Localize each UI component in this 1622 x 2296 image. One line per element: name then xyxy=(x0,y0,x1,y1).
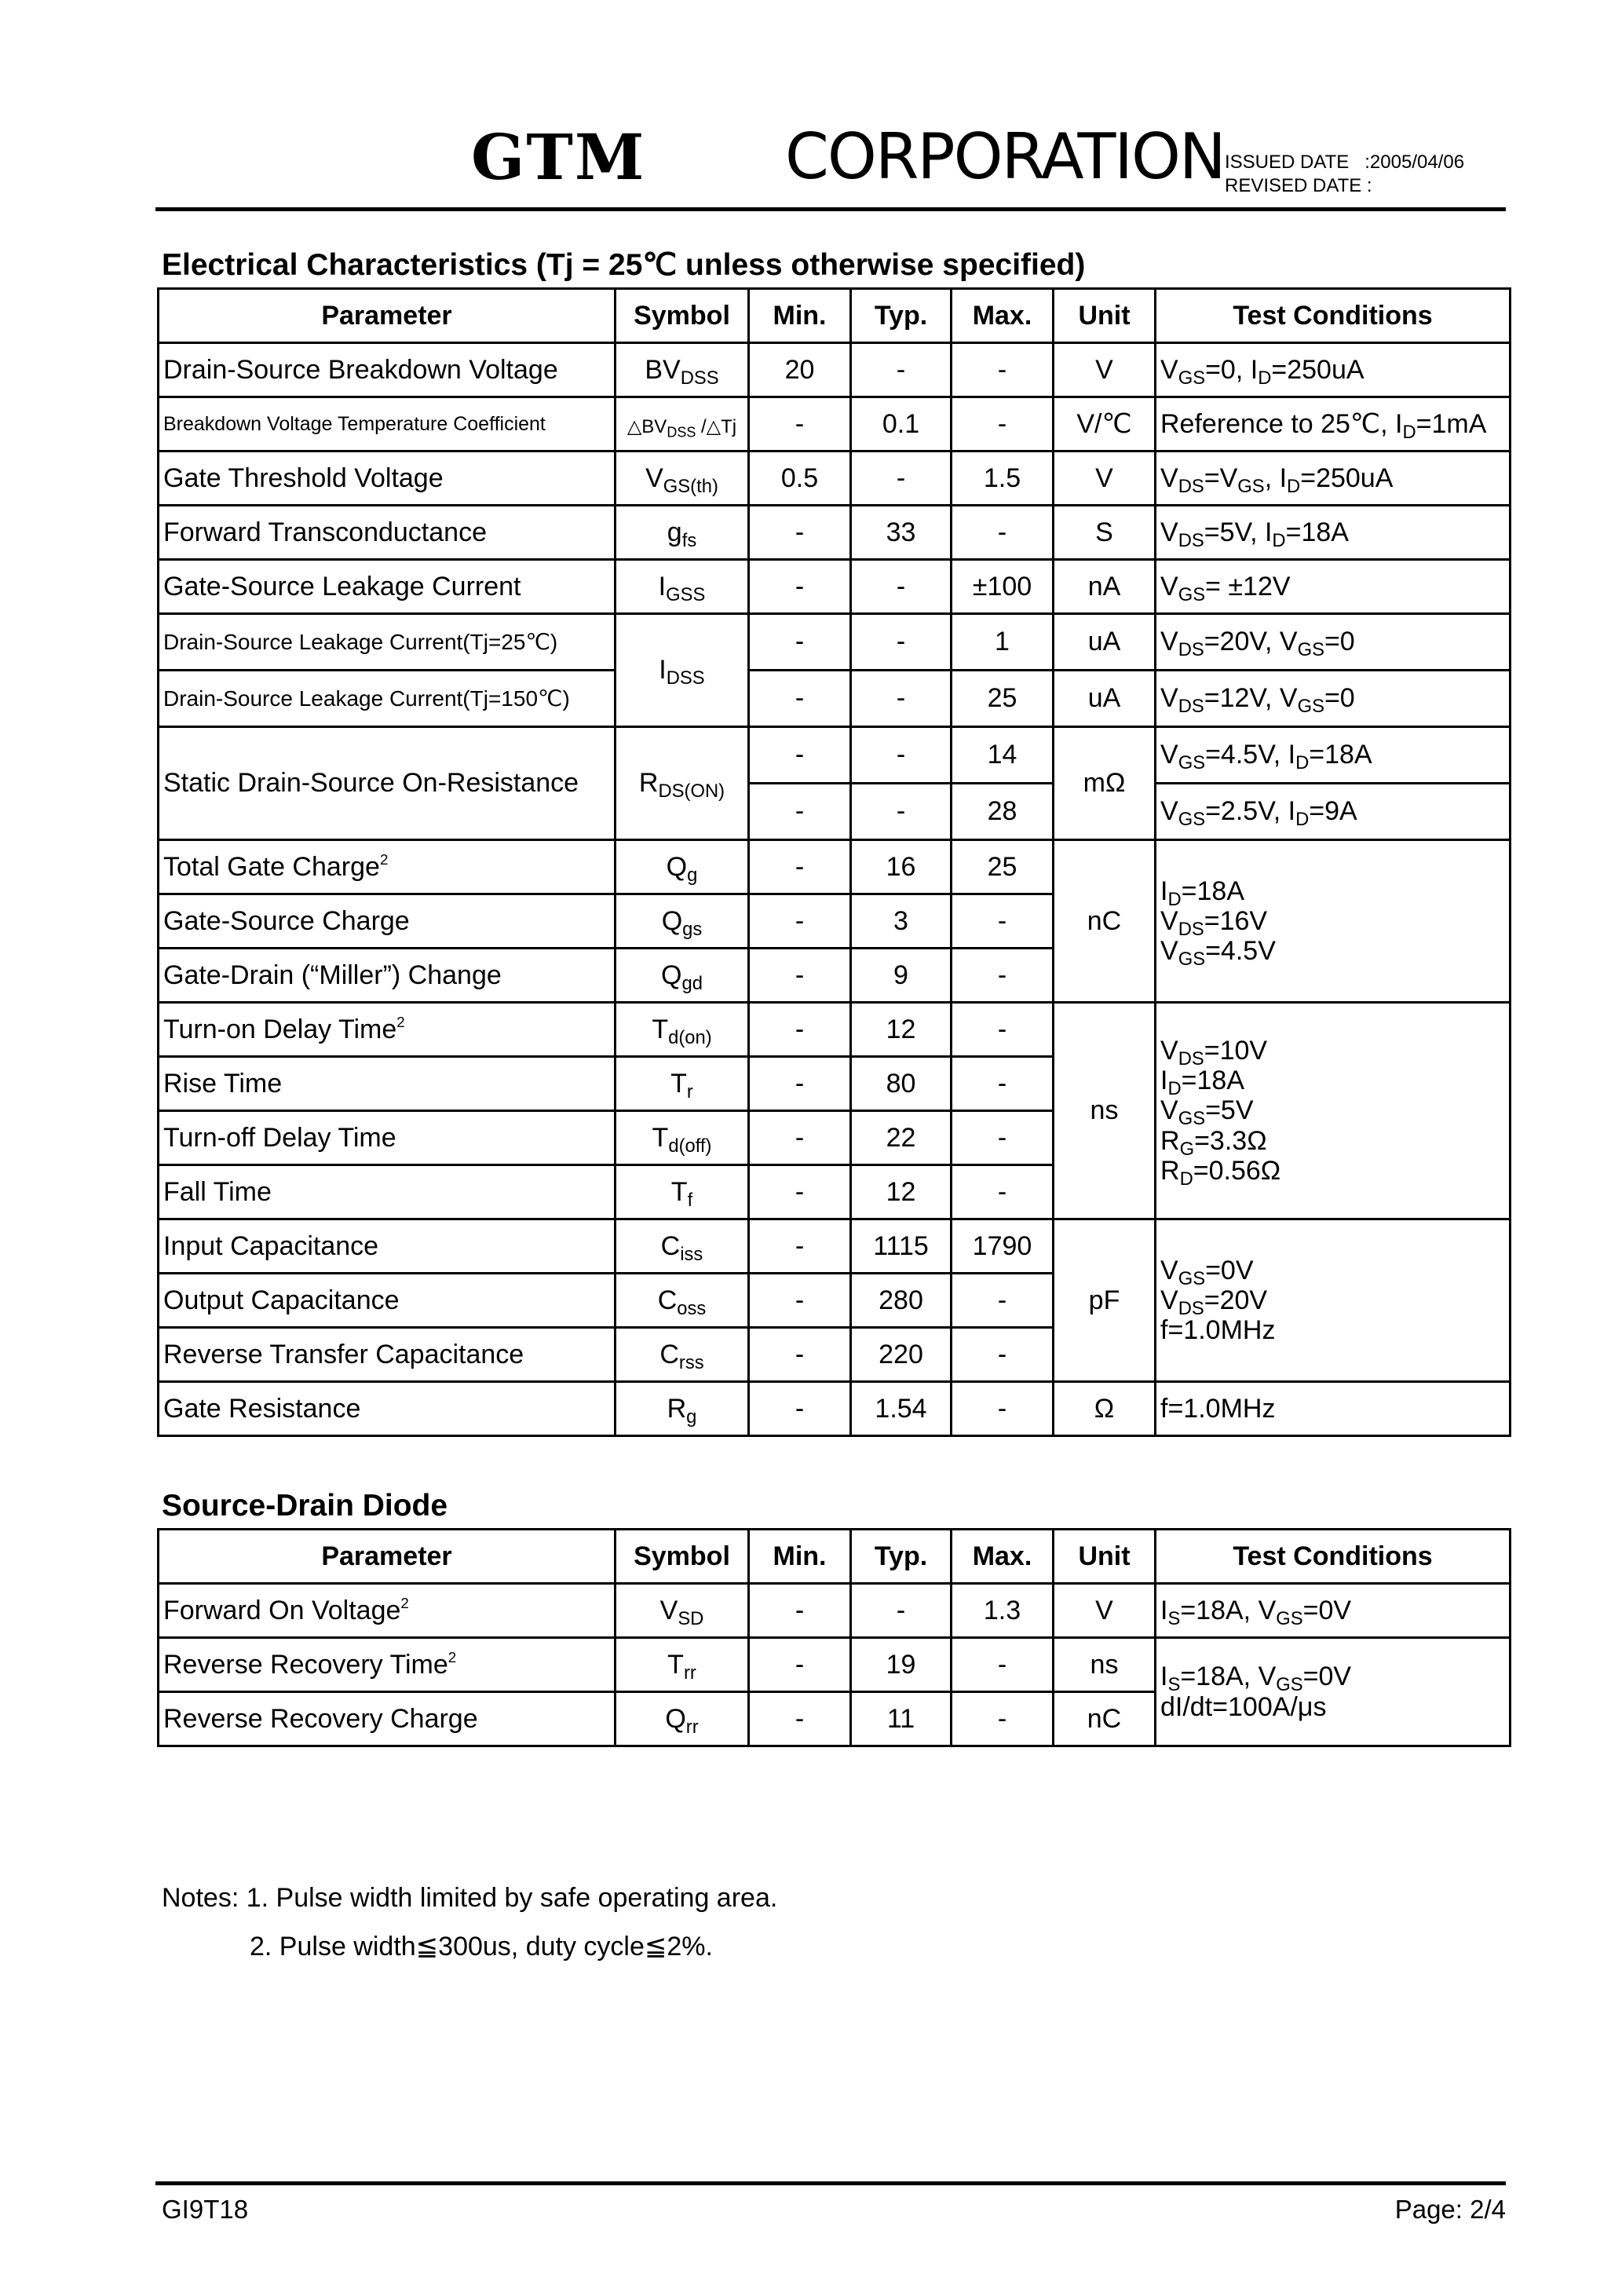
unit-cell: V xyxy=(1054,343,1156,397)
parameter-cell: Rise Time xyxy=(159,1057,616,1111)
revised-date: REVISED DATE : xyxy=(1225,175,1372,196)
max-cell: - xyxy=(952,1328,1054,1382)
symbol-cell: $C_{iss}$ xyxy=(616,1219,749,1274)
unit-cell: ns xyxy=(1054,1638,1156,1692)
typ-cell: - xyxy=(851,784,952,840)
header-divider xyxy=(155,207,1506,211)
table-row xyxy=(159,397,1511,452)
parameter-cell: Drain-Source Leakage Current(Tj=150℃) xyxy=(159,671,616,727)
test-condition-cell: $V_{DS}=5V$, $I_D=18A$ xyxy=(1156,506,1511,560)
typ-cell: 3 xyxy=(851,894,952,949)
max-cell: - xyxy=(952,1692,1054,1746)
symbol-cell: $Q_{gs}$ xyxy=(616,894,749,949)
table-row xyxy=(159,343,1511,397)
symbol-cell: $C_{oss}$ xyxy=(616,1274,749,1328)
table-row xyxy=(159,1003,1511,1057)
min-cell: - xyxy=(749,1328,851,1382)
header-test-conditions: Test Conditions xyxy=(1156,289,1511,343)
typ-cell: - xyxy=(851,343,952,397)
table-row xyxy=(159,1219,1511,1274)
header-parameter: Parameter xyxy=(159,1530,616,1584)
unit-cell: nC xyxy=(1054,1692,1156,1746)
test-condition-cell: $V_{GS}= \pm 12V$ xyxy=(1156,560,1511,614)
typ-cell: 12 xyxy=(851,1165,952,1219)
test-condition-cell: $V_{DS}=12V$, $V_{GS}=0$ xyxy=(1156,671,1511,727)
header-symbol: Symbol xyxy=(616,1530,749,1584)
min-cell: - xyxy=(749,397,851,452)
footer-divider xyxy=(155,2181,1506,2185)
table-row xyxy=(159,1638,1511,1692)
table-row xyxy=(159,671,1511,727)
header-max: Max. xyxy=(952,1530,1054,1584)
max-cell: - xyxy=(952,1274,1054,1328)
test-condition-cell: Reference to 25℃, $I_D=1mA$ xyxy=(1156,397,1511,452)
header-max: Max. xyxy=(952,289,1054,343)
max-cell: - xyxy=(952,1057,1054,1111)
unit-cell: nA xyxy=(1054,560,1156,614)
source-drain-diode-table xyxy=(157,1528,1511,1747)
unit-cell: pF xyxy=(1054,1219,1156,1382)
typ-cell: - xyxy=(851,671,952,727)
parameter-cell: Gate Resistance xyxy=(159,1382,616,1436)
symbol-cell: $C_{rss}$ xyxy=(616,1328,749,1382)
header-typ: Typ. xyxy=(851,1530,952,1584)
min-cell: - xyxy=(749,1638,851,1692)
test-condition-cell: $V_{GS}=0$, $I_D=250uA$ xyxy=(1156,343,1511,397)
min-cell: - xyxy=(749,1219,851,1274)
min-cell: - xyxy=(749,560,851,614)
typ-cell: 1115 xyxy=(851,1219,952,1274)
max-cell: 25 xyxy=(952,671,1054,727)
unit-cell: V/℃ xyxy=(1054,397,1156,452)
typ-cell: 1.54 xyxy=(851,1382,952,1436)
parameter-cell: Gate-Source Charge xyxy=(159,894,616,949)
header-unit: Unit xyxy=(1054,289,1156,343)
min-cell: - xyxy=(749,1057,851,1111)
symbol-cell: $T_r$ xyxy=(616,1057,749,1111)
table-row xyxy=(159,614,1511,671)
typ-cell: 22 xyxy=(851,1111,952,1165)
table-header-row xyxy=(159,1530,1511,1584)
note-1: Notes: 1. Pulse width limited by safe operating area. xyxy=(162,1883,778,1913)
max-cell: - xyxy=(952,506,1054,560)
unit-cell: ns xyxy=(1054,1003,1156,1219)
table-row xyxy=(159,840,1511,894)
typ-cell: 220 xyxy=(851,1328,952,1382)
typ-cell: 0.1 xyxy=(851,397,952,452)
parameter-cell: Breakdown Voltage Temperature Coefficient xyxy=(159,397,616,452)
table-row xyxy=(159,452,1511,506)
typ-cell: 16 xyxy=(851,840,952,894)
header-min: Min. xyxy=(749,289,851,343)
typ-cell: 12 xyxy=(851,1003,952,1057)
header-test-conditions: Test Conditions xyxy=(1156,1530,1511,1584)
unit-cell: S xyxy=(1054,506,1156,560)
max-cell: - xyxy=(952,1111,1054,1165)
min-cell: - xyxy=(749,506,851,560)
min-cell: - xyxy=(749,1165,851,1219)
test-condition-cell: $I_S=18A$, $V_{GS}=0V$ dI/dt=100A/μs xyxy=(1156,1638,1511,1746)
symbol-cell: $Q_{gd}$ xyxy=(616,949,749,1003)
min-cell: - xyxy=(749,727,851,784)
unit-cell: uA xyxy=(1054,614,1156,671)
symbol-cell: $T_f$ xyxy=(616,1165,749,1219)
typ-cell: 11 xyxy=(851,1692,952,1746)
max-cell: - xyxy=(952,343,1054,397)
max-cell: 1.3 xyxy=(952,1584,1054,1638)
typ-cell: - xyxy=(851,727,952,784)
parameter-cell: Gate-Source Leakage Current xyxy=(159,560,616,614)
company-logo: GTM xyxy=(471,120,646,194)
parameter-cell: Drain-Source Breakdown Voltage xyxy=(159,343,616,397)
document-dates xyxy=(1225,151,1464,198)
test-condition-cell: $V_{DS}=20V$, $V_{GS}=0$ xyxy=(1156,614,1511,671)
symbol-cell: $R_g$ xyxy=(616,1382,749,1436)
symbol-cell: $V_{GS(th)}$ xyxy=(616,452,749,506)
max-cell: - xyxy=(952,949,1054,1003)
unit-cell: uA xyxy=(1054,671,1156,727)
table-row xyxy=(159,506,1511,560)
min-cell: - xyxy=(749,1584,851,1638)
max-cell: 25 xyxy=(952,840,1054,894)
typ-cell: 280 xyxy=(851,1274,952,1328)
unit-cell: mΩ xyxy=(1054,727,1156,840)
parameter-cell: Static Drain-Source On-Resistance xyxy=(159,727,616,840)
symbol-cell: $R_{DS(ON)}$ xyxy=(616,727,749,840)
symbol-cell: $V_{SD}$ xyxy=(616,1584,749,1638)
unit-cell: nC xyxy=(1054,840,1156,1003)
table-row xyxy=(159,1584,1511,1638)
max-cell: - xyxy=(952,1003,1054,1057)
max-cell: - xyxy=(952,397,1054,452)
typ-cell: 9 xyxy=(851,949,952,1003)
parameter-cell: Output Capacitance xyxy=(159,1274,616,1328)
min-cell: - xyxy=(749,614,851,671)
parameter-cell: Reverse Transfer Capacitance xyxy=(159,1328,616,1382)
parameter-cell: Gate-Drain (“Miller”) Change xyxy=(159,949,616,1003)
symbol-cell: $g_{fs}$ xyxy=(616,506,749,560)
test-condition-cell: $V_{DS}=10V$ $I_D=18A$ $V_{GS}=5V$ $R_G=3.3\Omega$ $R_D=0.56\Omega$ xyxy=(1156,1003,1511,1219)
header-symbol: Symbol xyxy=(616,289,749,343)
corporation-title: CORPORATION xyxy=(785,120,1225,193)
part-number: GI9T18 xyxy=(162,2195,249,2224)
max-cell: ±100 xyxy=(952,560,1054,614)
issued-date: ISSUED DATE :2005/04/06 xyxy=(1225,152,1465,173)
min-cell: - xyxy=(749,1003,851,1057)
parameter-cell: Forward On Voltage$^2$ xyxy=(159,1584,616,1638)
table-row xyxy=(159,560,1511,614)
min-cell: - xyxy=(749,671,851,727)
max-cell: - xyxy=(952,1638,1054,1692)
parameter-cell: Turn-off Delay Time xyxy=(159,1111,616,1165)
typ-cell: - xyxy=(851,1584,952,1638)
min-cell: 0.5 xyxy=(749,452,851,506)
min-cell: - xyxy=(749,1274,851,1328)
typ-cell: - xyxy=(851,452,952,506)
parameter-cell: Gate Threshold Voltage xyxy=(159,452,616,506)
header-min: Min. xyxy=(749,1530,851,1584)
max-cell: - xyxy=(952,894,1054,949)
header-parameter: Parameter xyxy=(159,289,616,343)
typ-cell: 80 xyxy=(851,1057,952,1111)
parameter-cell: Reverse Recovery Time$^2$ xyxy=(159,1638,616,1692)
source-drain-diode-title: Source-Drain Diode xyxy=(162,1489,448,1523)
typ-cell: - xyxy=(851,560,952,614)
test-condition-cell: f=1.0MHz xyxy=(1156,1382,1511,1436)
typ-cell: - xyxy=(851,614,952,671)
symbol-cell: $I_{GSS}$ xyxy=(616,560,749,614)
electrical-characteristics-title: Electrical Characteristics (Tj = 25℃ unless otherwise specified) xyxy=(162,248,1086,282)
parameter-cell: Drain-Source Leakage Current(Tj=25℃) xyxy=(159,614,616,671)
min-cell: - xyxy=(749,894,851,949)
min-cell: - xyxy=(749,949,851,1003)
header-typ: Typ. xyxy=(851,289,952,343)
parameter-cell: Fall Time xyxy=(159,1165,616,1219)
test-condition-cell: $V_{GS}=0V$ $V_{DS}=20V$ f=1.0MHz xyxy=(1156,1219,1511,1382)
table-row xyxy=(159,727,1511,784)
note-2: 2. Pulse width≦300us, duty cycle≦2%. xyxy=(250,1932,713,1961)
unit-cell: Ω xyxy=(1054,1382,1156,1436)
symbol-cell: $T_{d(on)}$ xyxy=(616,1003,749,1057)
page-number: Page: 2/4 xyxy=(1394,2195,1506,2224)
min-cell: - xyxy=(749,1111,851,1165)
symbol-cell: $Q_{rr}$ xyxy=(616,1692,749,1746)
electrical-characteristics-table xyxy=(157,287,1511,1437)
symbol-cell: $T_{rr}$ xyxy=(616,1638,749,1692)
table-row xyxy=(159,1382,1511,1436)
symbol-cell: $T_{d(off)}$ xyxy=(616,1111,749,1165)
test-condition-cell: $V_{GS}=2.5V$, $I_D=9A$ xyxy=(1156,784,1511,840)
parameter-cell: Turn-on Delay Time$^2$ xyxy=(159,1003,616,1057)
symbol-cell: $BV_{DSS}$ xyxy=(616,343,749,397)
max-cell: 28 xyxy=(952,784,1054,840)
test-condition-cell: $V_{GS}=4.5V$, $I_D=18A$ xyxy=(1156,727,1511,784)
min-cell: - xyxy=(749,784,851,840)
min-cell: 20 xyxy=(749,343,851,397)
max-cell: 1790 xyxy=(952,1219,1054,1274)
unit-cell: V xyxy=(1054,1584,1156,1638)
header-unit: Unit xyxy=(1054,1530,1156,1584)
notes xyxy=(162,1874,777,1971)
symbol-cell: $I_{DSS}$ xyxy=(616,614,749,727)
test-condition-cell: $I_D=18A$ $V_{DS}=16V$ $V_{GS}=4.5V$ xyxy=(1156,840,1511,1003)
parameter-cell: Total Gate Charge$^2$ xyxy=(159,840,616,894)
table-header-row xyxy=(159,289,1511,343)
parameter-cell: Forward Transconductance xyxy=(159,506,616,560)
min-cell: - xyxy=(749,1382,851,1436)
min-cell: - xyxy=(749,840,851,894)
unit-cell: V xyxy=(1054,452,1156,506)
parameter-cell: Reverse Recovery Charge xyxy=(159,1692,616,1746)
max-cell: 14 xyxy=(952,727,1054,784)
symbol-cell: $\triangle BV_{DSS}$ /△Tj xyxy=(616,397,749,452)
max-cell: - xyxy=(952,1382,1054,1436)
max-cell: - xyxy=(952,1165,1054,1219)
test-condition-cell: $I_S=18A$, $V_{GS}=0V$ xyxy=(1156,1584,1511,1638)
test-condition-cell: $V_{DS}=V_{GS}$, $I_D=250uA$ xyxy=(1156,452,1511,506)
min-cell: - xyxy=(749,1692,851,1746)
symbol-cell: $Q_g$ xyxy=(616,840,749,894)
max-cell: 1.5 xyxy=(952,452,1054,506)
typ-cell: 33 xyxy=(851,506,952,560)
typ-cell: 19 xyxy=(851,1638,952,1692)
parameter-cell: Input Capacitance xyxy=(159,1219,616,1274)
max-cell: 1 xyxy=(952,614,1054,671)
